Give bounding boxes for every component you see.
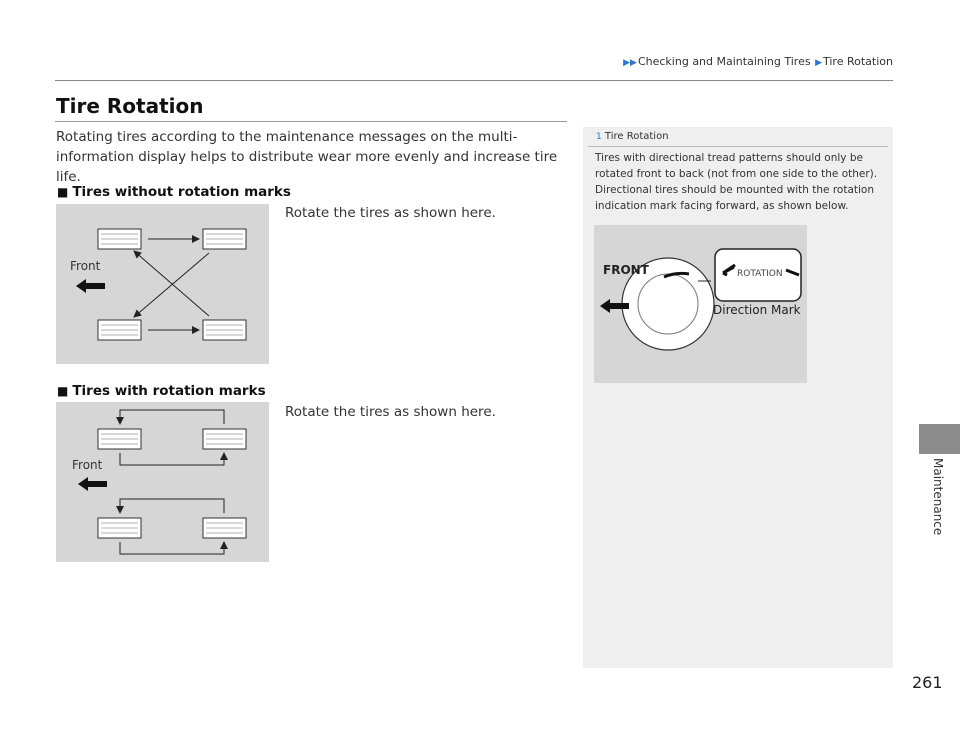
section-heading-label: Tires without rotation marks: [72, 184, 291, 200]
tire-rear-left: [98, 320, 141, 340]
arrow-fr-to-rl: [134, 253, 209, 317]
section-text: Rotate the tires as shown here.: [285, 205, 496, 221]
front-arrow-icon: [78, 477, 107, 491]
chapter-tab[interactable]: [919, 424, 960, 454]
arrow-fl-to-fr: [120, 453, 224, 465]
arrow-fr-to-fl: [120, 410, 224, 424]
arrow-rr-to-rl: [120, 499, 224, 513]
rotation-label: ROTATION: [737, 269, 783, 279]
side-note-title: [596, 131, 669, 142]
breadcrumb-item-1[interactable]: Checking and Maintaining Tires: [637, 55, 811, 68]
triangle-right-icon: ▶: [815, 58, 822, 68]
wheel-rim: [638, 274, 698, 334]
front-arrow-icon: [76, 279, 105, 293]
square-bullet-icon: ■: [57, 384, 69, 398]
rotation-diagram-front-back-svg: [56, 402, 269, 562]
tire-front-right: [203, 429, 246, 449]
direction-mark-label: Direction Mark: [713, 303, 801, 317]
side-note-divider: [588, 146, 888, 147]
breadcrumb-item-2[interactable]: Tire Rotation: [823, 55, 893, 68]
tire-front-left: [98, 429, 141, 449]
triangle-right-icon: ▶▶: [623, 58, 637, 68]
rotation-diagram-cross-svg: [56, 204, 269, 364]
tire-rear-right: [203, 320, 246, 340]
side-note-text: Tires with directional tread patterns should only be rotated front to back (not from one side to the other). Directional tires should be mounted with the rotation indication mark facing forward, as shown below.: [595, 152, 878, 212]
tire-rear-left: [98, 518, 141, 538]
chapter-tab-label: Maintenance: [931, 458, 945, 536]
intro-paragraph: Rotating tires according to the maintenance messages on the multi-information display helps to distribute wear more evenly and increase tire life.: [56, 129, 558, 185]
section-heading-with-marks: [57, 383, 266, 399]
page-title: Tire Rotation: [56, 94, 204, 118]
top-divider: [55, 80, 893, 81]
note-number: 1: [596, 132, 602, 142]
arrow-rl-to-rr: [120, 542, 224, 554]
title-divider: [55, 121, 567, 122]
breadcrumb: [622, 55, 893, 68]
rotation-diagram-front-back: [56, 402, 269, 562]
direction-mark-figure-svg: [594, 225, 807, 383]
front-label: FRONT: [603, 263, 649, 277]
section-heading-label: Tires with rotation marks: [72, 383, 266, 399]
tire-front-right: [203, 229, 246, 249]
front-label: Front: [70, 259, 101, 273]
section-text: Rotate the tires as shown here.: [285, 404, 496, 420]
page-number: 261: [912, 673, 943, 692]
tire-rear-right: [203, 518, 246, 538]
front-label: Front: [72, 458, 103, 472]
note-title-text: Tire Rotation: [604, 131, 669, 142]
square-bullet-icon: ■: [57, 185, 69, 199]
direction-mark-figure: [594, 225, 807, 383]
section-heading-no-marks: [57, 184, 291, 200]
rotation-diagram-cross: [56, 204, 269, 364]
tire-front-left: [98, 229, 141, 249]
arrow-rr-to-fl: [134, 251, 209, 316]
